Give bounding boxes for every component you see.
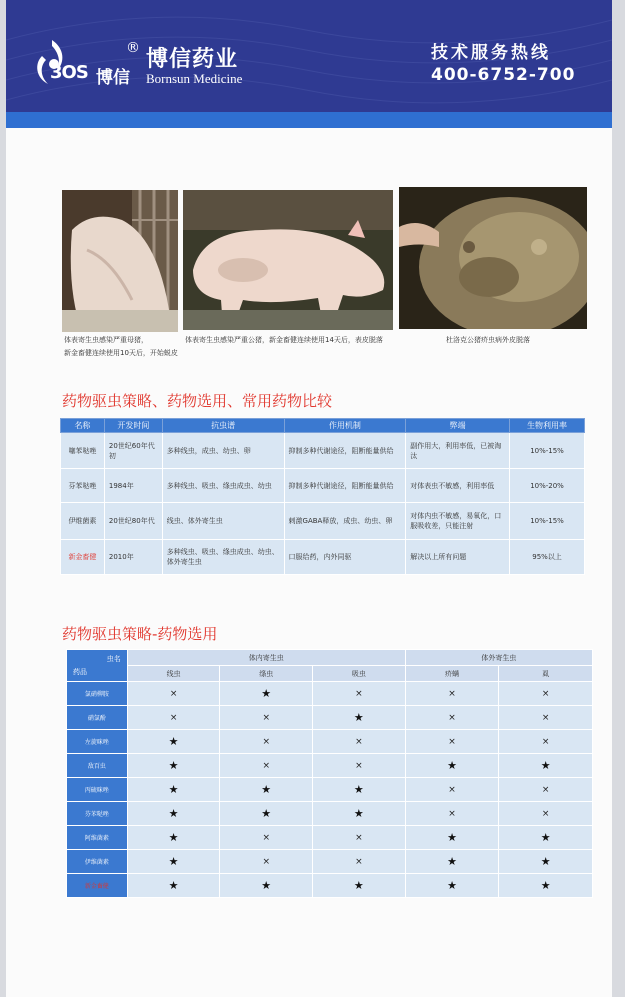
rate-cell: 95%以上 <box>510 540 585 575</box>
drug-name-cell: 硝氯酚 <box>67 706 128 730</box>
photo-caption-sow <box>64 334 178 360</box>
rate-cell: 10%-15% <box>510 503 585 540</box>
table-row <box>67 874 593 898</box>
effective-star-icon: ★ <box>127 826 220 850</box>
effective-star-icon: ★ <box>313 778 406 802</box>
effective-star-icon: ★ <box>127 802 220 826</box>
ineffective-cross-icon: × <box>127 682 220 706</box>
ineffective-cross-icon: × <box>499 706 593 730</box>
effective-star-icon: ★ <box>499 826 593 850</box>
spectrum-cell: 多种线虫，成虫、幼虫、卵 <box>162 433 284 469</box>
drug-name-cell: 丙硫咪唑 <box>67 778 128 802</box>
table-row <box>61 503 585 540</box>
ineffective-cross-icon: × <box>313 850 406 874</box>
drug-name-cell: 芬苯哒唑 <box>61 469 105 503</box>
column-header: 疥螨 <box>405 666 499 682</box>
effective-star-icon: ★ <box>405 874 499 898</box>
table-row <box>61 433 585 469</box>
table-subheader-row <box>67 666 593 682</box>
rate-cell: 10%-20% <box>510 469 585 503</box>
section-title-comparison: 药物驱虫策略、药物选用、常用药物比较 <box>62 392 333 410</box>
ineffective-cross-icon: × <box>405 802 499 826</box>
drug-name-cell: 阿维菌素 <box>67 826 128 850</box>
effective-star-icon: ★ <box>313 874 406 898</box>
drug-name-cell: 敌百虫 <box>67 754 128 778</box>
drug-name-cell: 新金畜健 <box>61 540 105 575</box>
logo-chinese-text: 博信 <box>96 68 130 88</box>
ineffective-cross-icon: × <box>405 778 499 802</box>
registered-mark: ® <box>126 40 140 56</box>
effective-star-icon: ★ <box>220 682 313 706</box>
photo-caption-skin <box>446 334 530 347</box>
spectrum-cell: 多种线虫、吸虫、绦虫成虫、幼虫 <box>162 469 284 503</box>
effective-star-icon: ★ <box>220 802 313 826</box>
column-header: 抗虫谱 <box>162 419 284 433</box>
column-header: 线虫 <box>127 666 220 682</box>
ineffective-cross-icon: × <box>127 706 220 730</box>
drawback-cell: 对体内虫不敏感，易氧化，口服吸收差，只能注射 <box>406 503 510 540</box>
corner-label-parasite: 虫名 <box>106 655 121 663</box>
drug-name-cell: 噻苯哒唑 <box>61 433 105 469</box>
table-row <box>67 730 593 754</box>
column-header: 弊端 <box>406 419 510 433</box>
drug-name-cell: 伊维菌素 <box>67 850 128 874</box>
column-header: 开发时间 <box>104 419 162 433</box>
effective-star-icon: ★ <box>405 826 499 850</box>
effective-star-icon: ★ <box>499 754 593 778</box>
effective-star-icon: ★ <box>127 754 220 778</box>
ineffective-cross-icon: × <box>405 682 499 706</box>
hotline-number: 400-6752-700 <box>431 65 576 85</box>
ineffective-cross-icon: × <box>499 802 593 826</box>
corner-label-drug: 药品 <box>73 668 87 676</box>
table-row <box>61 469 585 503</box>
brand-name-english: Bornsun Medicine <box>146 71 243 86</box>
hotline-label: 技术服务热线 <box>431 43 551 63</box>
mechanism-cell: 抑制多种代谢途径，阻断能量供给 <box>284 469 406 503</box>
column-header: 虱 <box>499 666 593 682</box>
dev-time-cell: 2010年 <box>104 540 162 575</box>
drug-comparison-table <box>60 418 585 575</box>
ineffective-cross-icon: × <box>220 754 313 778</box>
table-header-row <box>67 650 593 666</box>
table-row <box>67 850 593 874</box>
photo-boar <box>183 190 393 330</box>
effective-star-icon: ★ <box>127 850 220 874</box>
drawback-cell: 副作用大，利用率低，已被淘汰 <box>406 433 510 469</box>
effective-star-icon: ★ <box>127 874 220 898</box>
mechanism-cell: 口服给药，内外同驱 <box>284 540 406 575</box>
column-header: 名称 <box>61 419 105 433</box>
table-row <box>67 706 593 730</box>
ineffective-cross-icon: × <box>405 706 499 730</box>
ineffective-cross-icon: × <box>220 706 313 730</box>
table-row <box>61 540 585 575</box>
drug-name-cell: 芬苯哒唑 <box>67 802 128 826</box>
ineffective-cross-icon: × <box>220 826 313 850</box>
effective-star-icon: ★ <box>127 778 220 802</box>
spectrum-cell: 多种线虫、吸虫、绦虫成虫、幼虫、体外寄生虫 <box>162 540 284 575</box>
effective-star-icon: ★ <box>313 706 406 730</box>
effective-star-icon: ★ <box>313 802 406 826</box>
ineffective-cross-icon: × <box>220 730 313 754</box>
ineffective-cross-icon: × <box>405 730 499 754</box>
drawback-cell: 解决以上所有问题 <box>406 540 510 575</box>
effective-star-icon: ★ <box>499 850 593 874</box>
caption-line: 杜洛克公猪疥虫病外皮脱落 <box>446 336 530 344</box>
ineffective-cross-icon: × <box>499 682 593 706</box>
ineffective-cross-icon: × <box>313 826 406 850</box>
drawback-cell: 对体表虫不敏感，利用率低 <box>406 469 510 503</box>
brochure-page <box>6 0 612 997</box>
table-row <box>67 682 593 706</box>
column-header: 吸虫 <box>313 666 406 682</box>
table-header-row <box>61 419 585 433</box>
mechanism-cell: 刺激GABA释放，成虫、幼虫、卵 <box>284 503 406 540</box>
photo-sow <box>62 190 178 332</box>
section-title-selection: 药物驱虫策略-药物选用 <box>62 625 218 643</box>
drug-name-cell: 左旋咪唑 <box>67 730 128 754</box>
column-header: 绦虫 <box>220 666 313 682</box>
table-row <box>67 802 593 826</box>
photo-caption-boar <box>185 334 383 347</box>
drug-name-cell: 新金畜健 <box>67 874 128 898</box>
ineffective-cross-icon: × <box>499 730 593 754</box>
spectrum-cell: 线虫、体外寄生虫 <box>162 503 284 540</box>
logo-latin-text: 3OS <box>50 62 88 83</box>
drug-selection-table <box>66 649 593 898</box>
ineffective-cross-icon: × <box>313 730 406 754</box>
ineffective-cross-icon: × <box>499 778 593 802</box>
ineffective-cross-icon: × <box>220 850 313 874</box>
table-row <box>67 754 593 778</box>
drug-name-cell: 氯硝柳胺 <box>67 682 128 706</box>
dev-time-cell: 1984年 <box>104 469 162 503</box>
caption-line: 体表寄生虫感染严重母猪， <box>64 336 148 344</box>
header-banner <box>6 0 612 112</box>
dev-time-cell: 20世纪60年代初 <box>104 433 162 469</box>
caption-line: 体表寄生虫感染严重公猪，新金畜健连续使用14天后，表皮脱落 <box>185 336 383 344</box>
caption-line: 新金畜健连续使用10天后，开始蜕皮 <box>64 349 178 357</box>
ineffective-cross-icon: × <box>313 754 406 778</box>
table-row <box>67 826 593 850</box>
dev-time-cell: 20世纪80年代 <box>104 503 162 540</box>
brand-name-chinese: 博信药业 <box>146 46 239 72</box>
rate-cell: 10%-15% <box>510 433 585 469</box>
column-header: 生物利用率 <box>510 419 585 433</box>
effective-star-icon: ★ <box>405 850 499 874</box>
effective-star-icon: ★ <box>220 874 313 898</box>
group-header-external: 体外寄生虫 <box>405 650 592 666</box>
drug-name-cell: 伊维菌素 <box>61 503 105 540</box>
effective-star-icon: ★ <box>499 874 593 898</box>
header-accent-strip <box>6 112 612 128</box>
group-header-internal: 体内寄生虫 <box>127 650 405 666</box>
ineffective-cross-icon: × <box>313 682 406 706</box>
effective-star-icon: ★ <box>405 754 499 778</box>
table-row <box>67 778 593 802</box>
column-header: 作用机制 <box>284 419 406 433</box>
effective-star-icon: ★ <box>127 730 220 754</box>
table-corner-cell <box>67 650 128 682</box>
mechanism-cell: 抑制多种代谢途径，阻断能量供给 <box>284 433 406 469</box>
effective-star-icon: ★ <box>220 778 313 802</box>
photo-skin-closeup <box>399 187 587 329</box>
